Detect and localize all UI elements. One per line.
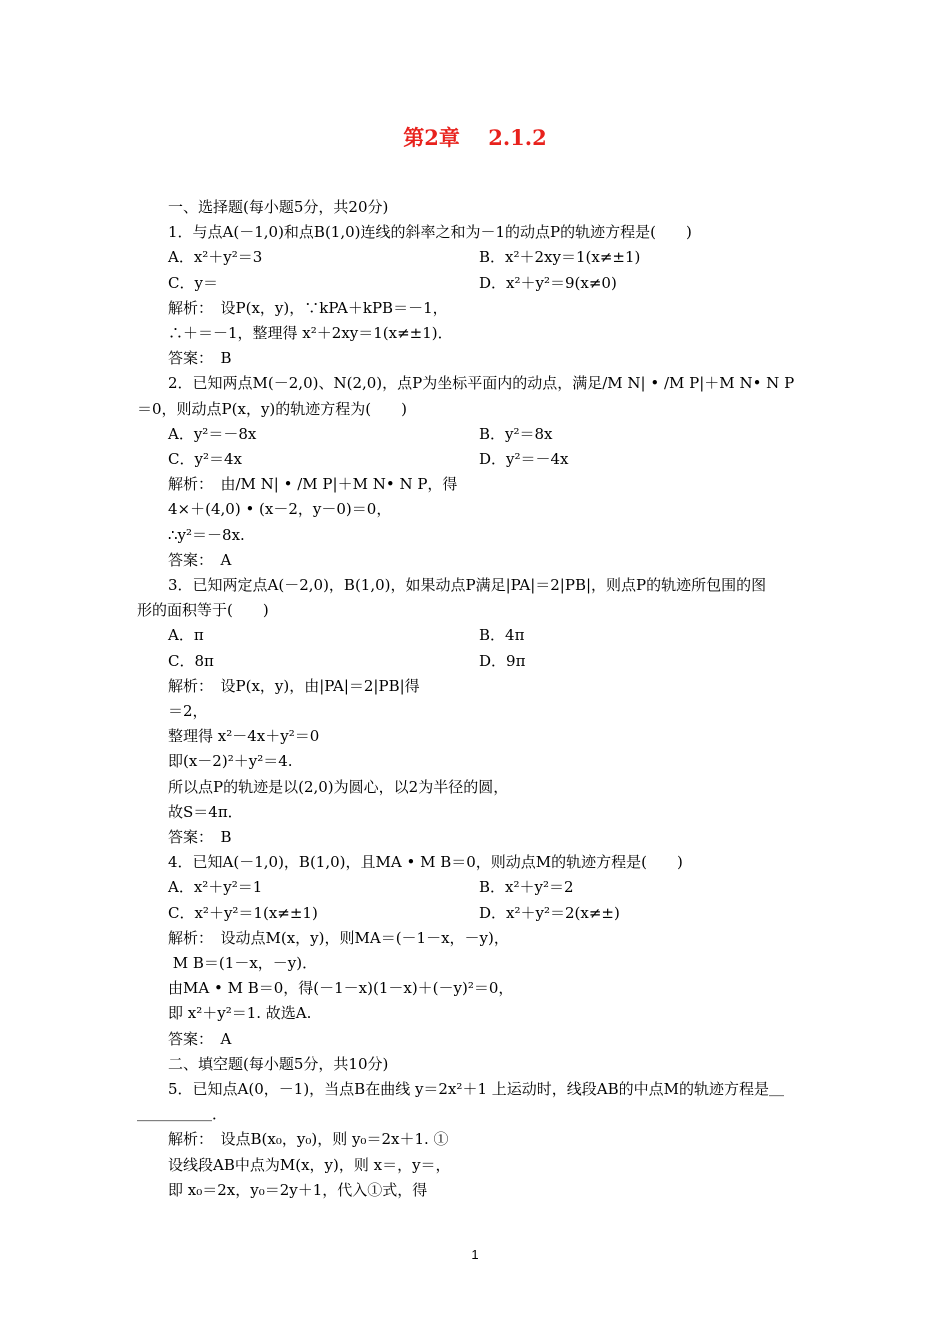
option-right: D．9π	[479, 652, 526, 670]
text-line: M B＝(1－x，－y)．	[168, 954, 318, 972]
text-line: 解析： 由/M N| • /M P|＋M N• N P，得	[168, 475, 458, 493]
option-right: D．x²＋y²＝2(x≠±)	[479, 904, 620, 922]
text-line: 2．已知两点M(－2,0)、N(2,0)，点P为坐标平面内的动点，满足/M N| • /M P|＋M N• N P	[168, 374, 795, 392]
text-line: 答案： B	[168, 349, 232, 367]
text-line: 即 x₀＝2x，y₀＝2y＋1，代入①式，得	[168, 1181, 428, 1199]
text-line: 解析： 设点B(x₀，y₀)，则 y₀＝2x＋1. ①	[168, 1130, 449, 1148]
option-right: B．x²＋2xy＝1(x≠±1)	[479, 248, 641, 266]
text-line: A．y²＝－8x	[168, 425, 257, 443]
text-line: 4×＋(4,0) • (x－2，y－0)＝0，	[168, 500, 392, 518]
text-line: ＿＿＿＿＿．	[137, 1105, 228, 1123]
option-right: B．y²＝8x	[479, 425, 553, 443]
text-line: 二、填空题(每小题5分，共10分)	[168, 1055, 389, 1073]
text-line: 所以点P的轨迹是以(2,0)为圆心，以2为半径的圆，	[168, 778, 509, 796]
text-line: 1．与点A(－1,0)和点B(1,0)连线的斜率之和为－1的动点P的轨迹方程是( )	[168, 223, 692, 241]
text-line: 故S＝4π．	[168, 803, 243, 821]
option-right: D．x²＋y²＝9(x≠0)	[479, 274, 617, 292]
text-line: ＝2，	[168, 702, 208, 720]
text-line: C．y²＝4x	[168, 450, 242, 468]
text-line: 3．已知两定点A(－2,0)，B(1,0)，如果动点P满足|PA|＝2|PB|，则点P的轨迹所包围的图	[168, 576, 767, 594]
text-line: A．π	[168, 626, 204, 644]
text-line: 答案： A	[168, 1030, 232, 1048]
text-line: C．x²＋y²＝1(x≠±1)	[168, 904, 318, 922]
text-line: 即(x－2)²＋y²＝4.	[168, 752, 293, 770]
text-line: 设线段AB中点为M(x，y)，则 x＝，y＝，	[168, 1156, 451, 1174]
text-line: 由MA • M B＝0，得(－1－x)(1－x)＋(－y)²＝0，	[168, 979, 514, 997]
page-title: 第2章 2.1.2	[403, 125, 547, 150]
text-line: ∴y²＝－8x.	[168, 526, 245, 544]
option-right: D．y²＝－4x	[479, 450, 569, 468]
text-line: 答案： A	[168, 551, 232, 569]
text-line: 整理得 x²－4x＋y²＝0	[168, 727, 320, 745]
text-line: 一、选择题(每小题5分，共20分)	[168, 198, 389, 216]
text-line: 解析： 设P(x，y)，由|PA|＝2|PB|得	[168, 677, 420, 695]
page-number: 1	[471, 1247, 479, 1262]
text-line: 答案： B	[168, 828, 232, 846]
option-right: B．x²＋y²＝2	[479, 878, 574, 896]
text-line: 5．已知点A(0，－1)，当点B在曲线 y＝2x²＋1 上运动时，线段AB的中点M的轨迹方程是＿	[168, 1080, 784, 1098]
text-line: 解析： 设动点M(x，y)，则MA＝(－1－x，－y)，	[168, 929, 509, 947]
text-line: 4．已知A(－1,0)，B(1,0)，且MA • M B＝0，则动点M的轨迹方程是( )	[168, 853, 683, 871]
text-line: 解析： 设P(x，y)，∵kPA＋kPB＝－1，	[168, 299, 448, 317]
text-line: A．x²＋y²＝1	[168, 878, 263, 896]
text-line: C．y＝	[168, 274, 218, 292]
text-line: 形的面积等于( )	[137, 601, 269, 619]
text-line: A．x²＋y²＝3	[168, 248, 263, 266]
option-right: B．4π	[479, 626, 525, 644]
text-line: 即 x²＋y²＝1. 故选A.	[168, 1004, 312, 1022]
text-line: ∴＋＝－1，整理得 x²＋2xy＝1(x≠±1)．	[168, 324, 453, 342]
text-line: C．8π	[168, 652, 214, 670]
text-line: ＝0，则动点P(x，y)的轨迹方程为( )	[137, 400, 407, 418]
